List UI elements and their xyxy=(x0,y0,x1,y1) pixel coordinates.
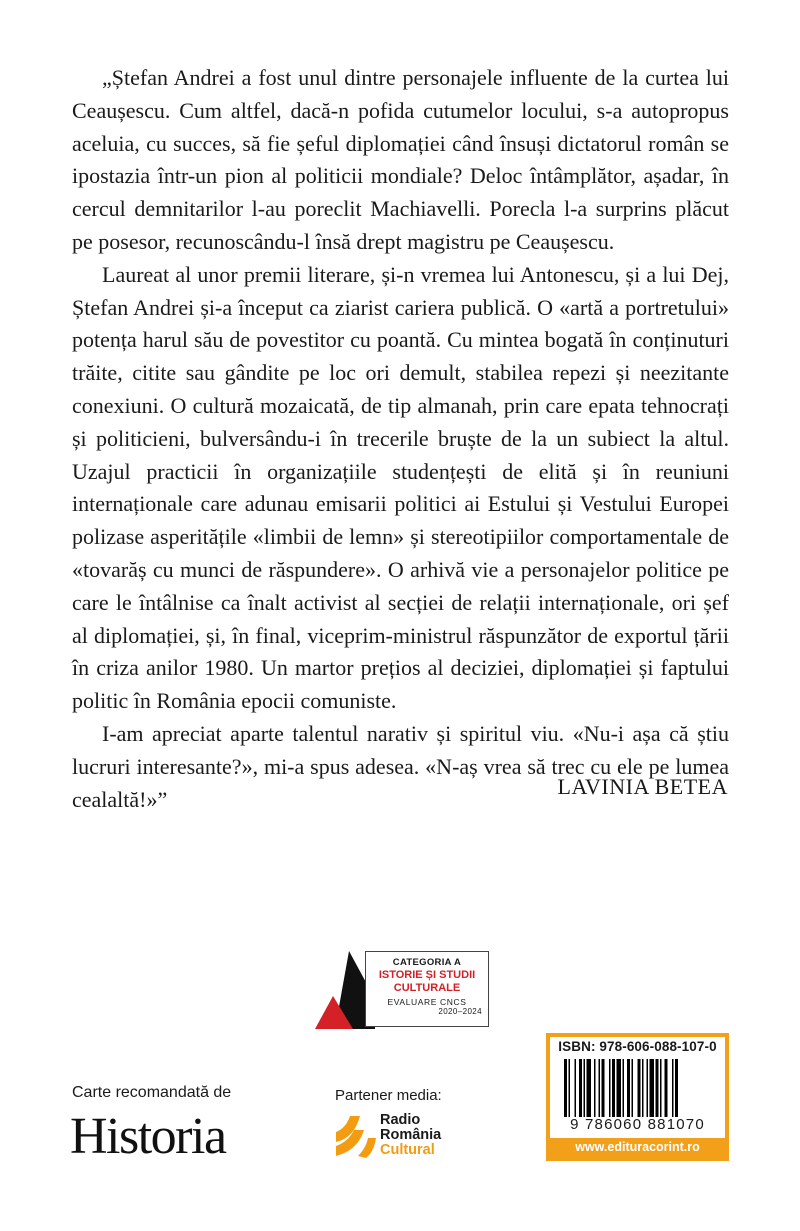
evaluation-years: 2020–2024 xyxy=(438,1007,482,1016)
recommendation-label: Carte recomandată de xyxy=(72,1084,232,1101)
category-badge xyxy=(315,951,490,1029)
category-label: CATEGORIA A xyxy=(392,957,462,968)
isbn-block xyxy=(546,1033,729,1161)
radio-name-2: România xyxy=(380,1127,442,1143)
radio-romania-cultural-logo xyxy=(380,1113,441,1158)
quote-paragraph-3: I-am apreciat aparte talentul narativ și spiritul viu. «Nu-i așa că știu lucruri interesante?», mi-a spus adesea. «N-aș vrea să trec cu ele pe lumea cealaltă!»” xyxy=(72,720,729,812)
barcode-icon xyxy=(564,1059,712,1117)
radio-name-1: Radio xyxy=(380,1112,421,1128)
category-title-2: CULTURALE xyxy=(393,982,461,994)
historia-logo: Historia xyxy=(70,1108,226,1165)
back-cover-quote xyxy=(72,62,729,816)
category-title-1: ISTORIE ȘI STUDII xyxy=(378,969,476,981)
quote-paragraph-2: Laureat al unor premii literare, și-n vremea lui Antonescu, și a lui Dej, Ștefan Andrei și-a început ca ziarist cariera publică. O «artă a portretului» potența harul său de povestitor cu poantă. Cu mintea bogată în conținuturi trăite, citite sau gândite pe loc ori demult, stabilea repezi și neezitante conexiuni. O cultură mozaicată, de tip almanah, prin care epata tehnocrați și politicieni, bulversându-i în trecerile bruște de la un subiect la altul. Uzajul practicii în organizațiile studențești de elită și în reuniuni internaționale care adunau emisarii politici ai Estului și Vestului Europei polizase asperitățile «limbii de lemn» și stereotipiilor comportamentale de «tovarăș cu munci de răspundere». O arhivă vie a personajelor politice pe care le întâlnise ca înalt activist al secției de relații internaționale, ori șef al diplomației, și, în final, viceprim-ministrul răspunzător de exportul țării în criza anilor 1980. Un martor prețios al deciziei, diplomației și faptului politic în România epocii comuniste. xyxy=(72,261,729,714)
category-box xyxy=(365,951,489,1027)
isbn-number: ISBN: 978-606-088-107-0 xyxy=(558,1039,717,1054)
quote-paragraph-1: „Ștefan Andrei a fost unul dintre personajele influente de la curtea lui Ceaușescu. Cum altfel, dacă-n pofida cutumelor locului, s-a autopropus aceluia, cu succes, să fie șeful diplomației când însuși dictatorul român se ipostazia într-un pion al politicii mondiale? Deloc întâmplător, așadar, în cercul demnitarilor l-au poreclit Machiavelli. Porecla l-a surprins plăcut pe posesor, recunoscându-l însă drept magistru pe Ceaușescu. xyxy=(72,65,729,254)
isbn-panel xyxy=(550,1037,725,1138)
radio-name-3: Cultural xyxy=(380,1142,435,1158)
barcode-digits: 9 786060 881070 xyxy=(570,1116,705,1133)
evaluation-label: EVALUARE CNCS xyxy=(387,997,467,1007)
quote-author: LAVINIA BETEA xyxy=(557,774,728,799)
partner-label: Partener media: xyxy=(335,1087,442,1104)
publisher-website: www.edituracorint.ro xyxy=(575,1140,700,1154)
radio-waves-icon xyxy=(334,1112,376,1158)
